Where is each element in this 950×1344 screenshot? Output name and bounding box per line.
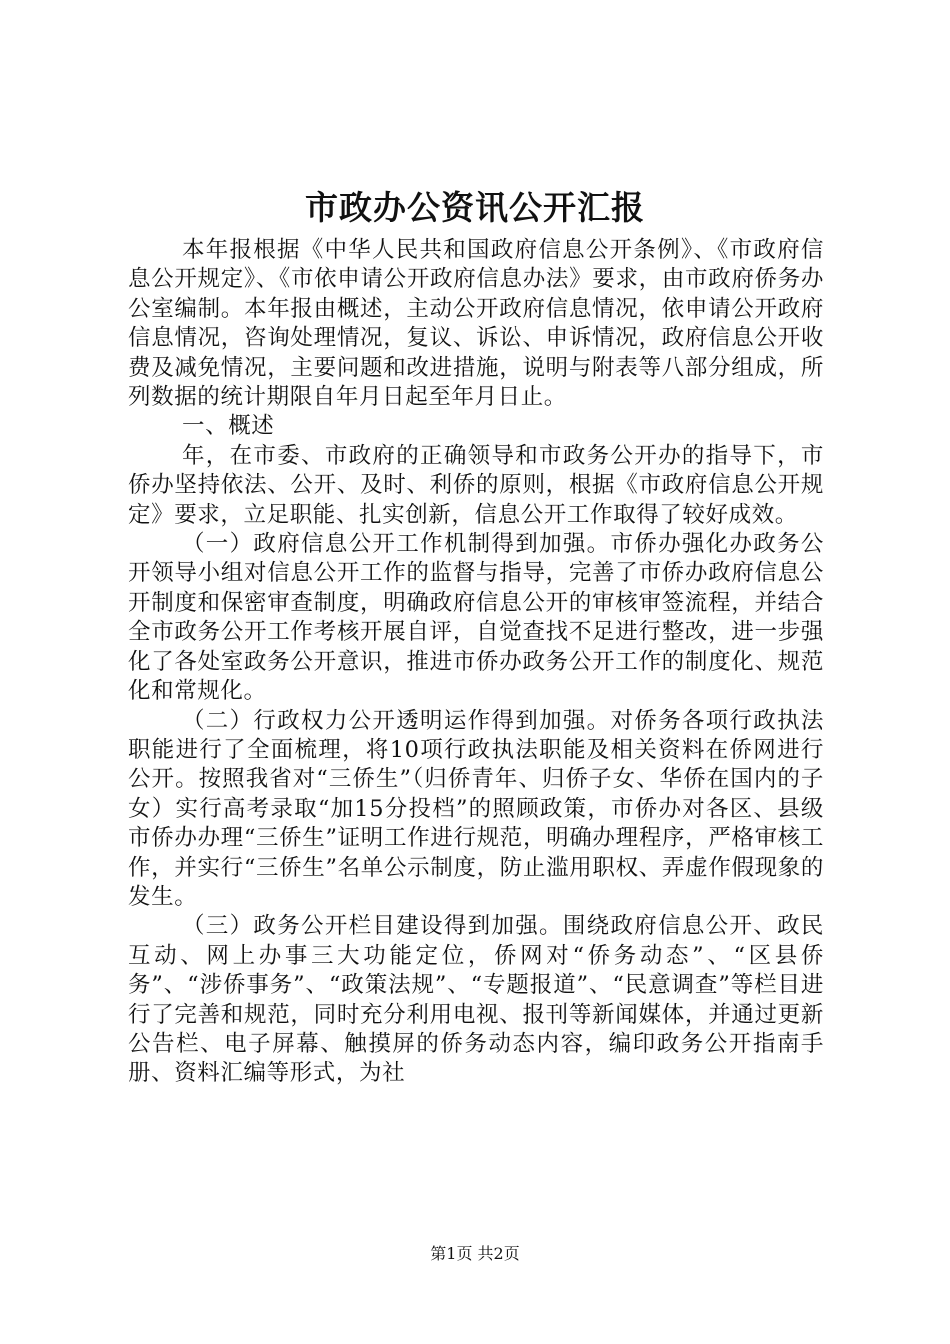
overview-paragraph: 年，在市委、市政府的正确领导和市政务公开办的指导下，市侨办坚持依法、公开、及时、利侨的原则，根据《市政府信息公开规定》要求，立足职能、扎实创新，信息公开工作取得了较好成效。 [128,442,824,528]
intro-paragraph: 本年报根据《中华人民共和国政府信息公开条例》、《市政府信息公开规定》、《市依申请公开政府信息办法》要求，由市政府侨务办公室编制。本年报由概述，主动公开政府信息情况，依申请公开政府信息情况，咨询处理情况，复议、诉讼、申诉情况，政府信息公开收费及减免情况，主要问题和改进措施，说明与附表等八部分组成，所列数据的统计期限自年月日起至年月日止。 [128,237,824,411]
page-number-footer: 第1页 共2页 [430,1244,520,1263]
point-three-paragraph: （三）政务公开栏目建设得到加强。围绕政府信息公开、政民互动、网上办事三大功能定位，侨网对“侨务动态”、“区县侨务”、“涉侨事务”、“政策法规”、“专题报道”、“民意调查”等栏目进行了完善和规范，同时充分利用电视、报刊等新闻媒体，并通过更新公告栏、电子屏幕、触摸屏的侨务动态内容，编印政务公开指南手册、资料汇编等形式，为社 [128,913,824,1087]
point-two-paragraph: （二）行政权力公开透明运作得到加强。对侨务各项行政执法职能进行了全面梳理，将10项行政执法职能及相关资料在侨网进行公开。按照我省对“三侨生”（归侨青年、归侨子女、华侨在国内的子女）实行高考录取“加15分投档”的照顾政策，市侨办对各区、县级市侨办办理“三侨生”证明工作进行规范，明确办理程序，严格审核工作，并实行“三侨生”名单公示制度，防止滥用职权、弄虚作假现象的发生。 [128,707,824,910]
section-heading-overview: 一、概述 [182,413,275,440]
document-title: 市政办公资讯公开汇报 [305,188,645,227]
document-body [128,236,824,1089]
point-one-paragraph: （一）政府信息公开工作机制得到加强。市侨办强化办政务公开领导小组对信息公开工作的监督与指导，完善了市侨办政府信息公开制度和保密审查制度，明确政府信息公开的审核审签流程，并结合全市政务公开工作考核开展自评，自觉查找不足进行整改，进一步强化了各处室政务公开意识，推进市侨办政务公开工作的制度化、规范化和常规化。 [128,531,824,705]
